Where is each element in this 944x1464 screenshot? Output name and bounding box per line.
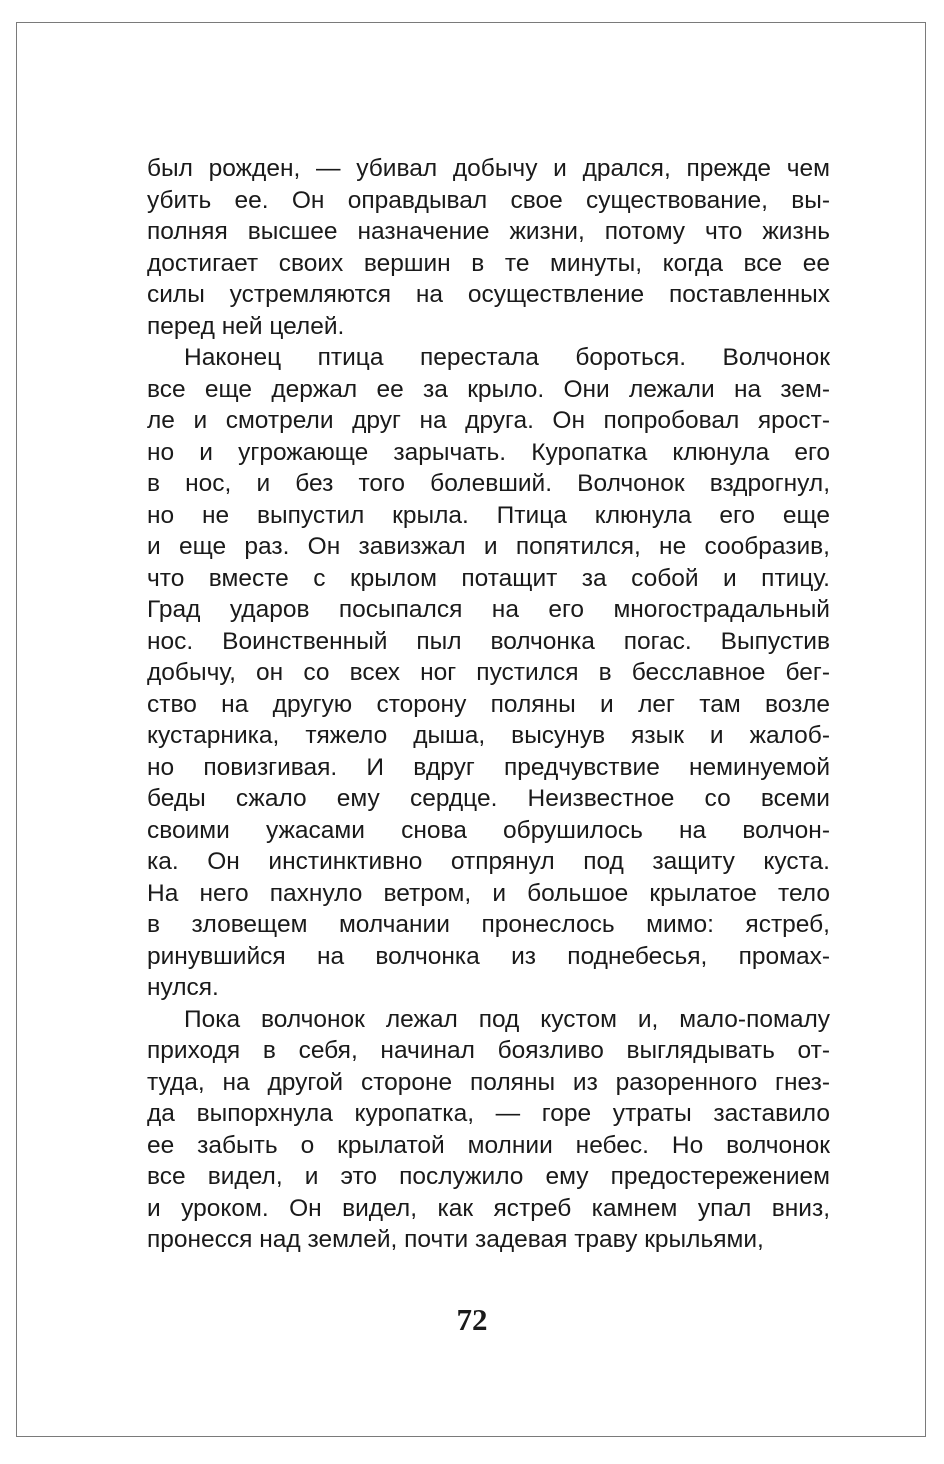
text-line: пронесся над землей, почти задевая траву крыльями, <box>147 1226 764 1253</box>
text-line: беды сжало ему сердце. Неизвестное со всеми <box>147 785 830 812</box>
text-line: убить ее. Он оправдывал свое существование, вы- <box>147 186 830 214</box>
text-line: полняя высшее назначение жизни, потому что жизнь <box>147 218 830 245</box>
text-line: Наконец птица перестала бороться. Волчонок <box>184 344 830 371</box>
text-line: ле и смотрели друг на друга. Он попробовал ярост- <box>147 407 830 434</box>
text-line: что вместе с крылом потащит за собой и птицу. <box>147 564 830 592</box>
text-line: достигает своих вершин в те минуты, когда все ее <box>147 249 830 277</box>
text-line: ка. Он инстинктивно отпрянул под защиту куста. <box>147 848 830 875</box>
text-line: но не выпустил крыла. Птица клюнула его еще <box>147 501 830 529</box>
text-line: перед ней целей. <box>147 312 345 340</box>
text-line: в нос, и без того болевший. Волчонок вздрогнул, <box>147 470 830 497</box>
text-line: Пока волчонок лежал под кустом и, мало-помалу <box>184 1005 830 1033</box>
paragraph <box>147 342 830 1004</box>
text-line: ее забыть о крылатой молнии небес. Но волчонок <box>147 1131 830 1159</box>
text-line: нулся. <box>147 974 219 1001</box>
text-line: приходя в себя, начинал боязливо выглядывать от- <box>147 1037 830 1064</box>
text-line: но и угрожающе зарычать. Куропатка клюнула его <box>147 438 830 466</box>
text-line: На него пахнуло ветром, и большое крылатое тело <box>147 879 830 907</box>
text-line: был рожден, — убивал добычу и дрался, прежде чем <box>147 155 830 182</box>
text-line: добычу, он со всех ног пустился в бесславное бег- <box>147 659 830 686</box>
text-line: ство на другую сторону поляны и лег там возле <box>147 690 830 718</box>
page-number: 72 <box>456 1302 488 1337</box>
text-line: ринувшийся на волчонка из поднебесья, промах- <box>147 942 830 970</box>
text-line: да выпорхнула куропатка, — горе утраты заставило <box>147 1100 830 1127</box>
text-line: туда, на другой стороне поляны из разоренного гнез- <box>147 1068 830 1096</box>
text-line: все еще держал ее за крыло. Они лежали на зем- <box>147 375 830 403</box>
paragraph <box>147 1004 830 1256</box>
text-line: и еще раз. Он завизжал и попятился, не сообразив, <box>147 533 830 560</box>
text-line: в зловещем молчании пронеслось мимо: ястреб, <box>147 911 830 938</box>
text-line: и уроком. Он видел, как ястреб камнем упал вниз, <box>147 1194 830 1222</box>
text-line: Град ударов посыпался на его многострадальный <box>147 596 830 623</box>
text-line: кустарника, тяжело дыша, высунув язык и жалоб- <box>147 722 830 749</box>
text-line: все видел, и это послужило ему предостережением <box>147 1163 830 1190</box>
text-line: нос. Воинственный пыл волчонка погас. Выпустив <box>147 627 830 655</box>
text-line: своими ужасами снова обрушилось на волчон- <box>147 816 830 844</box>
text-line: но повизгивая. И вдруг предчувствие неминуемой <box>147 753 830 781</box>
paragraph <box>147 153 830 342</box>
body-text <box>147 153 830 1256</box>
text-line: силы устремляются на осуществление поставленных <box>147 281 830 308</box>
